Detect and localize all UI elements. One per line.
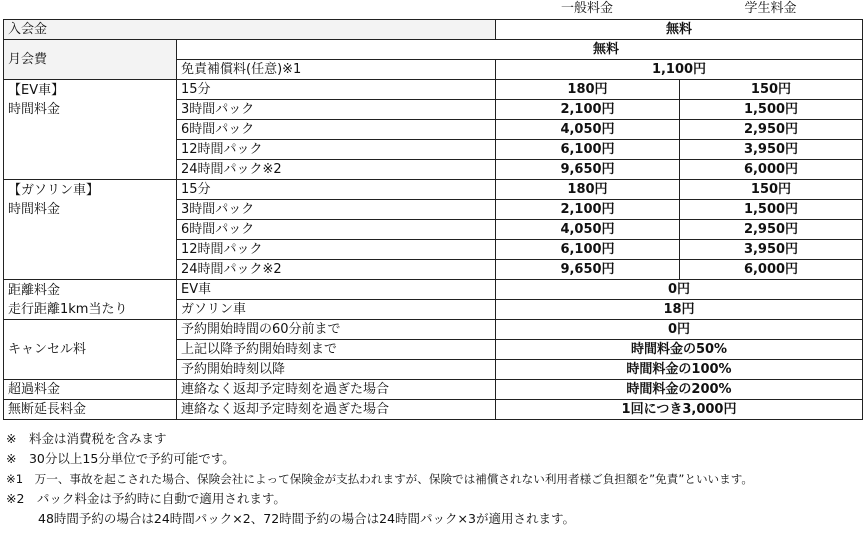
gas-general: 2,100円 <box>496 200 680 220</box>
ev-category: 【EV車】 時間料金 <box>4 80 177 180</box>
gas-category: 【ガソリン車】 時間料金 <box>4 180 177 280</box>
distance-value: 18円 <box>496 300 863 320</box>
distance-item-name: EV車 <box>177 280 496 300</box>
header-student: 学生料金 <box>744 1 797 16</box>
gas-student: 3,950円 <box>680 240 863 260</box>
cancel-item-name: 予約開始時間の60分前まで <box>177 320 496 340</box>
extension-value: 1回につき3,000円 <box>496 400 863 420</box>
gas-item-name: 6時間パック <box>177 220 496 240</box>
table-row <box>4 400 863 420</box>
ev-general: 2,100円 <box>496 100 680 120</box>
ev-item-name: 24時間パック※2 <box>177 160 496 180</box>
gas-general: 6,100円 <box>496 240 680 260</box>
ev-item-name: 12時間パック <box>177 140 496 160</box>
gas-general: 4,050円 <box>496 220 680 240</box>
ev-student: 150円 <box>680 80 863 100</box>
notes <box>6 429 753 529</box>
header-general: 一般料金 <box>560 1 613 16</box>
monthly-label: 月会費 <box>4 40 177 80</box>
ev-item-name: 6時間パック <box>177 120 496 140</box>
ev-general: 180円 <box>496 80 680 100</box>
gas-general: 9,650円 <box>496 260 680 280</box>
gas-student: 2,950円 <box>680 220 863 240</box>
gas-general: 180円 <box>496 180 680 200</box>
gas-student: 150円 <box>680 180 863 200</box>
cancel-item-name: 上記以降予約開始時刻まで <box>177 340 496 360</box>
ev-item-name: 3時間パック <box>177 100 496 120</box>
entry-label: 入会金 <box>4 20 496 40</box>
distance-category: 距離料金 走行距離1km当たり <box>4 280 177 320</box>
overtime-category: 超過料金 <box>4 380 177 400</box>
ev-item-name: 15分 <box>177 80 496 100</box>
gas-item-name: 15分 <box>177 180 496 200</box>
table-row <box>4 280 863 300</box>
note-booking-unit: ※ 30分以上15分単位で予約可能です。 <box>6 451 235 466</box>
distance-item-name: ガソリン車 <box>177 300 496 320</box>
note-pack-auto: ※2 パック料金は予約時に自動で適用されます。 <box>6 491 286 506</box>
note-tax: ※ 料金は消費税を含みます <box>6 431 167 446</box>
ev-student: 3,950円 <box>680 140 863 160</box>
table-row <box>4 380 863 400</box>
extension-category: 無断延長料金 <box>4 400 177 420</box>
distance-value: 0円 <box>496 280 863 300</box>
gas-item-name: 12時間パック <box>177 240 496 260</box>
gas-student: 6,000円 <box>680 260 863 280</box>
gas-item-name: 24時間パック※2 <box>177 260 496 280</box>
extension-item-name: 連絡なく返却予定時刻を過ぎた場合 <box>177 400 496 420</box>
overtime-item-name: 連絡なく返却予定時刻を過ぎた場合 <box>177 380 496 400</box>
ev-general: 9,650円 <box>496 160 680 180</box>
monthly-sub-label: 免責補償料(任意)※1 <box>177 60 496 80</box>
ev-general: 4,050円 <box>496 120 680 140</box>
ev-student: 6,000円 <box>680 160 863 180</box>
ev-student: 1,500円 <box>680 100 863 120</box>
note-deductible: ※1 万一、事故を起こされた場合、保険会社によって保険金が支払われますが、保険では補償されない利用者様ご負担額を”免責”といいます。 <box>6 472 753 486</box>
cancel-value: 時間料金の100% <box>496 360 863 380</box>
table-row <box>4 80 863 100</box>
table-row <box>4 180 863 200</box>
gas-item-name: 3時間パック <box>177 200 496 220</box>
entry-value: 無料 <box>496 20 863 40</box>
table-row <box>4 320 863 340</box>
table-row <box>4 20 863 40</box>
overtime-value: 時間料金の200% <box>496 380 863 400</box>
ev-student: 2,950円 <box>680 120 863 140</box>
cancel-category: キャンセル料 <box>4 320 177 380</box>
fee-table <box>3 19 863 420</box>
monthly-value: 無料 <box>177 40 863 60</box>
cancel-value: 時間料金の50% <box>496 340 863 360</box>
cancel-item-name: 予約開始時刻以降 <box>177 360 496 380</box>
cancel-value: 0円 <box>496 320 863 340</box>
ev-general: 6,100円 <box>496 140 680 160</box>
gas-student: 1,500円 <box>680 200 863 220</box>
monthly-sub-value: 1,100円 <box>496 60 863 80</box>
table-row <box>4 40 863 60</box>
note-pack-example: 48時間予約の場合は24時間パック×2、72時間予約の場合は24時間パック×3が適用されます。 <box>38 511 575 526</box>
